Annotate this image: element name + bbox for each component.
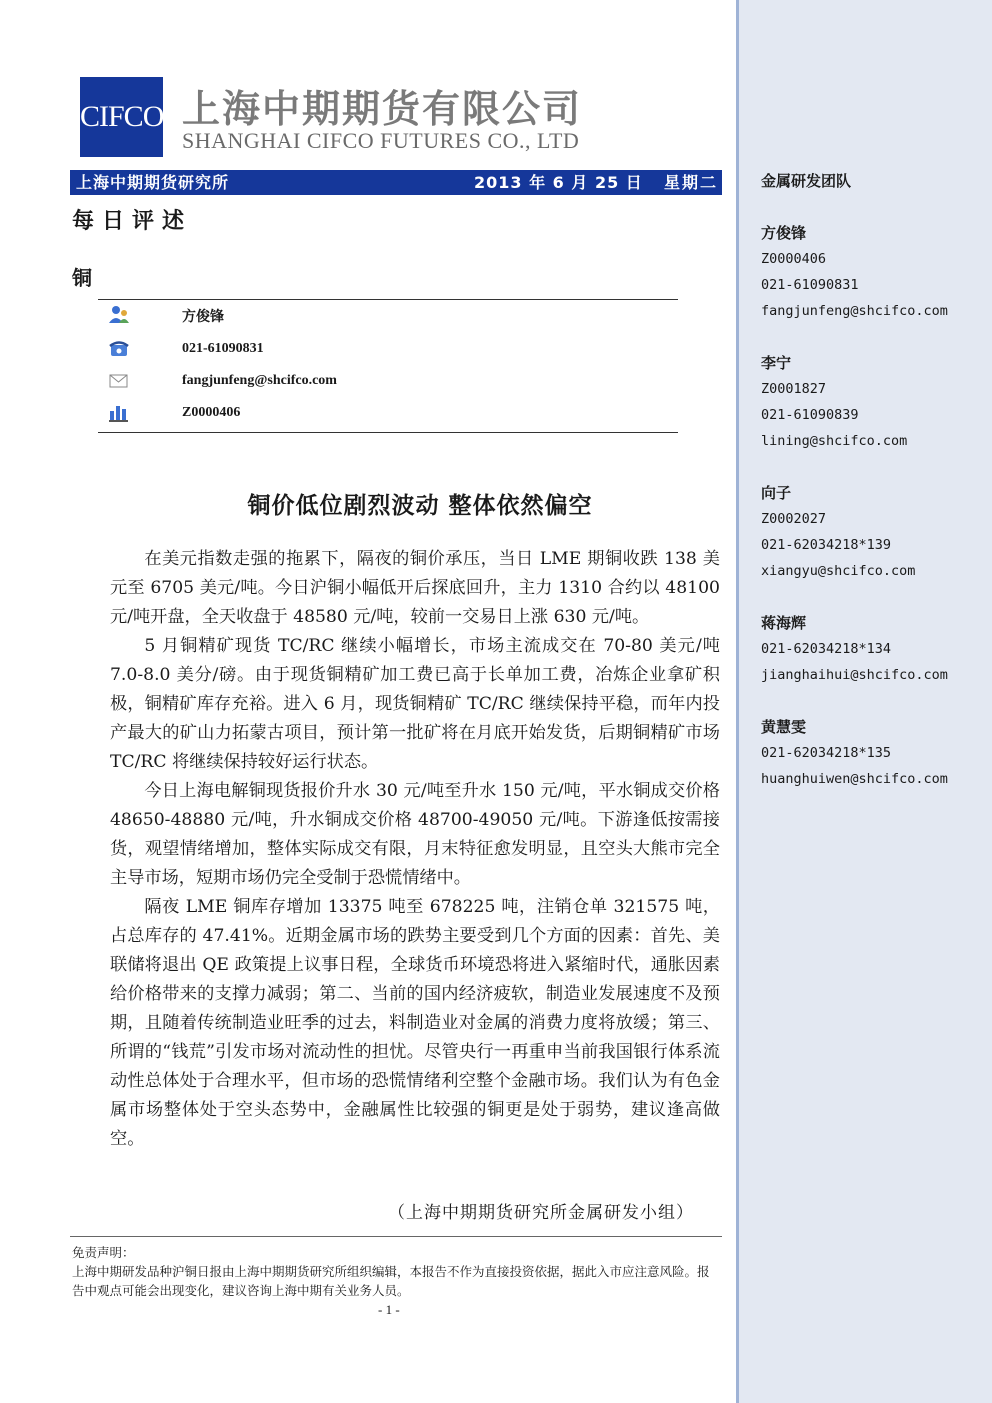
divider	[98, 432, 678, 433]
page-number: - 1 -	[378, 1302, 400, 1317]
analyst-entry	[761, 220, 948, 324]
analyst-name: 蒋海辉	[761, 614, 807, 632]
analyst-email[interactable]: jianghaihui@shcifco.com	[761, 667, 948, 683]
analyst-email[interactable]: huanghuiwen@shcifco.com	[761, 771, 948, 787]
contact-name: 方俊锋	[182, 310, 224, 325]
article-headline: 铜价低位剧烈波动 整体依然偏空	[247, 493, 593, 519]
analyst-entry	[761, 714, 948, 792]
analyst-phone: 021-62034218*139	[761, 537, 892, 553]
cifco-logo: CIFCO	[80, 77, 163, 157]
article-paragraph: 在美元指数走强的拖累下，隔夜的铜价承压，当日 LME 期铜收跌 138 美元至 6705 美元/吨。今日沪铜小幅低开后探底回升，主力 1310 合约以 48100 元/吨开盘，全天收盘于 48580 元/吨，较前一交易日上涨 630 元/吨。	[110, 549, 720, 627]
phone-icon	[108, 339, 130, 359]
report-weekday: 星期二	[663, 173, 718, 192]
report-info-bar	[70, 170, 722, 195]
sidebar-title: 金属研发团队	[761, 172, 852, 190]
analyst-phone: 021-61090831	[761, 277, 859, 293]
analyst-phone: 021-62034218*135	[761, 745, 892, 761]
sidebar-research-team	[736, 0, 992, 1403]
analyst-entry	[761, 610, 948, 688]
analyst-license: Z0000406	[761, 251, 827, 267]
disclaimer-title: 免责声明：	[72, 1245, 135, 1260]
analyst-email[interactable]: lining@shcifco.com	[761, 433, 908, 449]
contact-row-phone	[108, 339, 668, 361]
section-title: 每日评述	[72, 209, 193, 234]
analyst-name: 方俊锋	[761, 224, 807, 242]
divider	[70, 1236, 722, 1237]
disclaimer-text: 上海中期研发品种沪铜日报由上海中期期货研究所组织编辑，本报告不作为直接投资依据，据此入市应注意风险。报告中观点可能会出现变化，建议咨询上海中期有关业务人员。	[72, 1264, 710, 1298]
contact-phone: 021-61090831	[182, 341, 264, 356]
person-icon	[108, 304, 130, 324]
envelope-icon	[108, 371, 130, 391]
analyst-name: 黄慧雯	[761, 718, 807, 736]
analyst-entry	[761, 350, 907, 454]
contact-license: Z0000406	[182, 405, 241, 420]
contact-row-license	[108, 403, 668, 425]
analyst-phone: 021-61090839	[761, 407, 859, 423]
institute-name: 上海中期期货研究所	[76, 173, 230, 192]
analyst-name: 李宁	[761, 354, 792, 372]
article-paragraph: 隔夜 LME 铜库存增加 13375 吨至 678225 吨，注销仓单 321575 吨，占总库存的 47.41%。近期金属市场的跌势主要受到几个方面的因素：首先、美联储将退出 QE 政策提上议事日程，全球货币环境恐将进入紧缩时代，通胀因素给价格带来的支撑力减弱；第二、当前的国内经济疲软，制造业发展速度不及预期，且随着传统制造业旺季的过去，料制造业对金属的消费力度将放缓；第三、所谓的“钱荒”引发市场对流动性的担忧。尽管央行一再重申当前我国银行体系流动性总体处于合理水平，但市场的恐慌情绪利空整个金融市场。我们认为有色金属市场整体处于空头态势中，金融属性比较强的铜更是处于弱势，建议逢高做空。	[110, 897, 720, 1149]
contact-row-email	[108, 371, 668, 393]
article-paragraph: 5 月铜精矿现货 TC/RC 继续小幅增长，市场主流成交在 70-80 美元/吨 7.0-8.0 美分/磅。由于现货铜精矿加工费已高于长单加工费，冶炼企业拿矿积极，铜精矿库存充裕。进入 6 月，现货铜精矿 TC/RC 继续保持平稳，而年内投产最大的矿山力拓蒙古项目，预计第一批矿将在月底开始发货，后期铜精矿市场 TC/RC 将继续保持较好运行状态。	[110, 636, 720, 772]
analyst-license: Z0002027	[761, 511, 827, 527]
article-signature: （上海中期期货研究所金属研发小组）	[388, 1203, 694, 1223]
report-date: 2013 年 6 月 25 日	[474, 173, 643, 192]
analyst-email[interactable]: fangjunfeng@shcifco.com	[761, 303, 948, 319]
analyst-license: Z0001827	[761, 381, 827, 397]
company-name-en: SHANGHAI CIFCO FUTURES CO., LTD	[182, 128, 580, 153]
company-name-cn: 上海中期期货有限公司	[182, 87, 583, 131]
analyst-phone: 021-62034218*134	[761, 641, 892, 657]
article-body	[110, 545, 720, 1154]
article-paragraph: 今日上海电解铜现货报价升水 30 元/吨至升水 150 元/吨，平水铜成交价格 48650-48880 元/吨，升水铜成交价格 48700-49050 元/吨。下游逢低按需接货，观望情绪增加，整体实际成交有限，月末特征愈发明显，且空头大熊市完全主导市场，短期市场仍完全受制于恐慌情绪中。	[110, 781, 720, 888]
analyst-email[interactable]: xiangyu@shcifco.com	[761, 563, 916, 579]
bar-chart-icon	[108, 403, 130, 423]
divider	[98, 299, 678, 300]
commodity-title: 铜	[72, 266, 92, 290]
contact-email[interactable]: fangjunfeng@shcifco.com	[182, 373, 337, 388]
contact-row-name	[108, 304, 668, 326]
analyst-name: 向子	[761, 484, 792, 502]
